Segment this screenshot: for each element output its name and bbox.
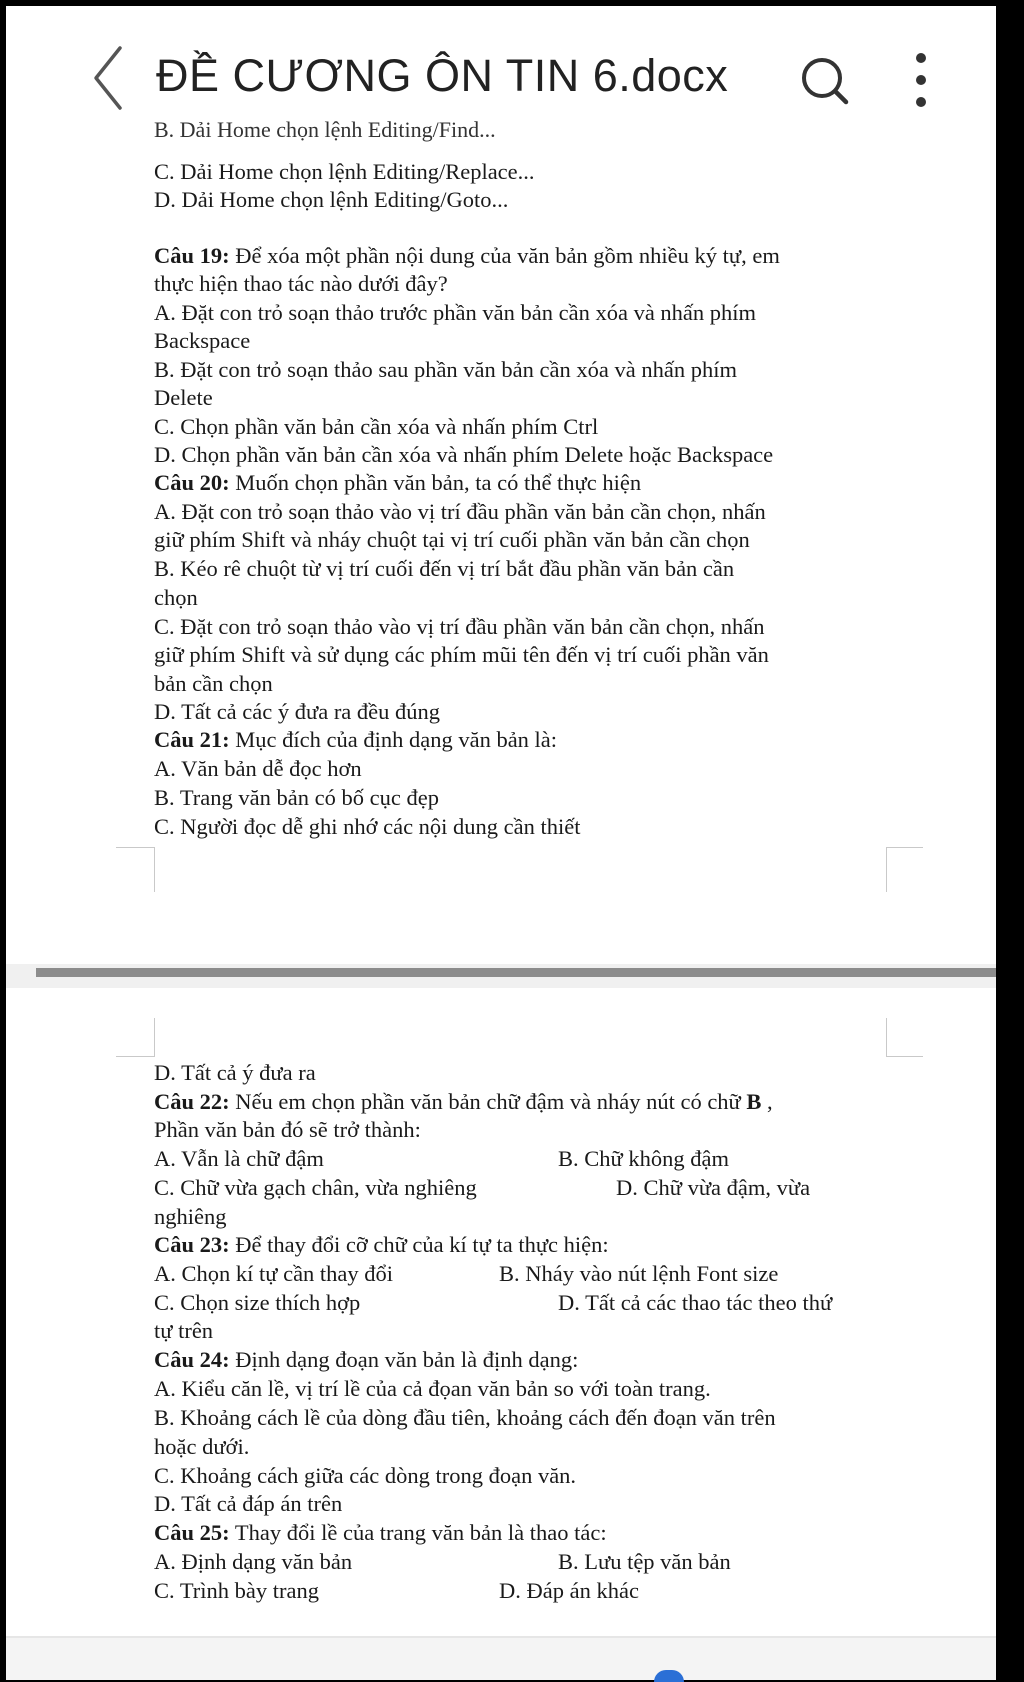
option-line: A. Văn bản dễ đọc hơn (154, 756, 362, 781)
question-20 (154, 470, 641, 496)
question-label: Câu 20: (154, 470, 230, 495)
option-line: bản cần chọn (154, 671, 273, 696)
question-label: Câu 23: (154, 1232, 230, 1257)
question-19 (154, 243, 780, 269)
option-line: A. Định dạng văn bản (154, 1549, 353, 1574)
search-button[interactable] (796, 52, 856, 112)
option-line: D. Chữ vừa đậm, vừa (616, 1175, 811, 1200)
option-line: D. Chọn phần văn bản cần xóa và nhấn phím Delete hoặc Backspace (154, 442, 774, 467)
option-line: C. Đặt con trỏ soạn thảo vào vị trí đầu phần văn bản cần chọn, nhấn (154, 614, 765, 639)
option-line: Delete (154, 385, 213, 410)
option-line: B. Nháy vào nút lệnh Font size (499, 1261, 779, 1286)
option-line: giữ phím Shift và nháy chuột tại vị trí cuối phần văn bản cần chọn (154, 527, 750, 552)
option-line: chọn (154, 585, 198, 610)
question-text: Để thay đổi cỡ chữ của kí tự ta thực hiện: (229, 1232, 609, 1257)
question-25 (154, 1520, 607, 1546)
question-label: Câu 21: (154, 727, 230, 752)
option-line: D. Dải Home chọn lệnh Editing/Goto... (154, 187, 509, 212)
more-vertical-icon (906, 46, 936, 116)
option-line: C. Khoảng cách giữa các dòng trong đoạn văn. (154, 1463, 577, 1488)
option-line: A. Vẫn là chữ đậm (154, 1146, 324, 1171)
question-text: Để xóa một phần nội dung của văn bản gồm nhiều ký tự, em (229, 243, 780, 268)
option-line: C. Trình bày trang (154, 1578, 320, 1603)
option-line: C. Chọn phần văn bản cần xóa và nhấn phím Ctrl (154, 414, 599, 439)
bold-letter: B (746, 1089, 762, 1114)
option-line: D. Tất cả ý đưa ra (154, 1060, 316, 1085)
option-line: A. Kiểu căn lề, vị trí lề của cả đọan văn bản so với toàn trang. (154, 1376, 711, 1401)
bottom-bar (6, 1636, 996, 1680)
option-line: nghiêng (154, 1204, 227, 1229)
question-22 (154, 1089, 773, 1115)
page-separator-line (36, 968, 996, 977)
option-line: C. Chữ vừa gạch chân, vừa nghiêng (154, 1175, 477, 1200)
question-label: Câu 25: (154, 1520, 230, 1545)
option-line: D. Tất cả các ý đưa ra đều đúng (154, 699, 441, 724)
option-line: B. Trang văn bản có bố cục đẹp (154, 785, 439, 810)
option-line: B. Chữ không đậm (558, 1146, 729, 1171)
option-line: C. Dải Home chọn lệnh Editing/Replace... (154, 159, 535, 184)
question-21 (154, 727, 557, 753)
question-text: Thay đổi lề của trang văn bản là thao tác: (229, 1520, 607, 1545)
question-23 (154, 1232, 609, 1258)
option-line: Backspace (154, 328, 251, 353)
option-line: B. Khoảng cách lề của dòng đầu tiên, khoảng cách đến đoạn văn trên (154, 1405, 776, 1430)
option-line: D. Tất cả các thao tác theo thứ (558, 1290, 833, 1315)
option-line: B. Lưu tệp văn bản (558, 1549, 731, 1574)
question-text: , (761, 1089, 773, 1114)
question-text: Mục đích của định dạng văn bản là: (229, 727, 558, 752)
option-line: B. Đặt con trỏ soạn thảo sau phần văn bản cần xóa và nhấn phím (154, 357, 737, 382)
question-text: Muốn chọn phần văn bản, ta có thể thực hiện (229, 470, 642, 495)
question-label: Câu 22: (154, 1089, 230, 1114)
page-corner-mark (886, 847, 923, 892)
option-line: A. Đặt con trỏ soạn thảo vào vị trí đầu phần văn bản cần chọn, nhấn (154, 499, 766, 524)
option-line: A. Đặt con trỏ soạn thảo trước phần văn bản cần xóa và nhấn phím (154, 300, 757, 325)
option-line: A. Chọn kí tự cần thay đổi (154, 1261, 394, 1286)
question-text: Định dạng đoạn văn bản là định dạng: (229, 1347, 579, 1372)
option-line: B. Kéo rê chuột từ vị trí cuối đến vị trí bắt đầu phần văn bản cần (154, 556, 735, 581)
question-text: Nếu em chọn phần văn bản chữ đậm và nháy nút có chữ (229, 1089, 747, 1114)
question-24 (154, 1347, 578, 1373)
option-line: C. Chọn size thích hợp (154, 1290, 361, 1315)
app-header (6, 6, 996, 124)
question-label: Câu 24: (154, 1347, 230, 1372)
search-icon (796, 52, 856, 112)
chevron-left-icon (86, 42, 136, 112)
back-button[interactable] (86, 42, 136, 112)
more-options-button[interactable] (906, 46, 936, 116)
option-line: D. Đáp án khác (499, 1578, 639, 1603)
question-text: thực hiện thao tác nào dưới đây? (154, 271, 448, 296)
question-label: Câu 19: (154, 243, 230, 268)
page-corner-mark (886, 1018, 923, 1057)
option-line: hoặc dưới. (154, 1434, 250, 1459)
page-corner-mark (116, 1018, 155, 1057)
page-corner-mark (116, 847, 155, 892)
question-text: Phần văn bản đó sẽ trở thành: (154, 1117, 421, 1142)
partially-hidden-line: B. Dải Home chọn lệnh Editing/Find... (154, 117, 496, 142)
option-line: giữ phím Shift và sử dụng các phím mũi tên đến vị trí cuối phần văn (154, 642, 769, 667)
option-line: tự trên (154, 1318, 214, 1343)
document-title: ĐỀ CƯƠNG ÔN TIN 6.docx (156, 50, 729, 101)
option-line: D. Tất cả đáp án trên (154, 1491, 343, 1516)
option-line: C. Người đọc dễ ghi nhớ các nội dung cần thiết (154, 814, 581, 839)
scroll-indicator[interactable] (654, 1670, 684, 1682)
screen (6, 6, 996, 1678)
